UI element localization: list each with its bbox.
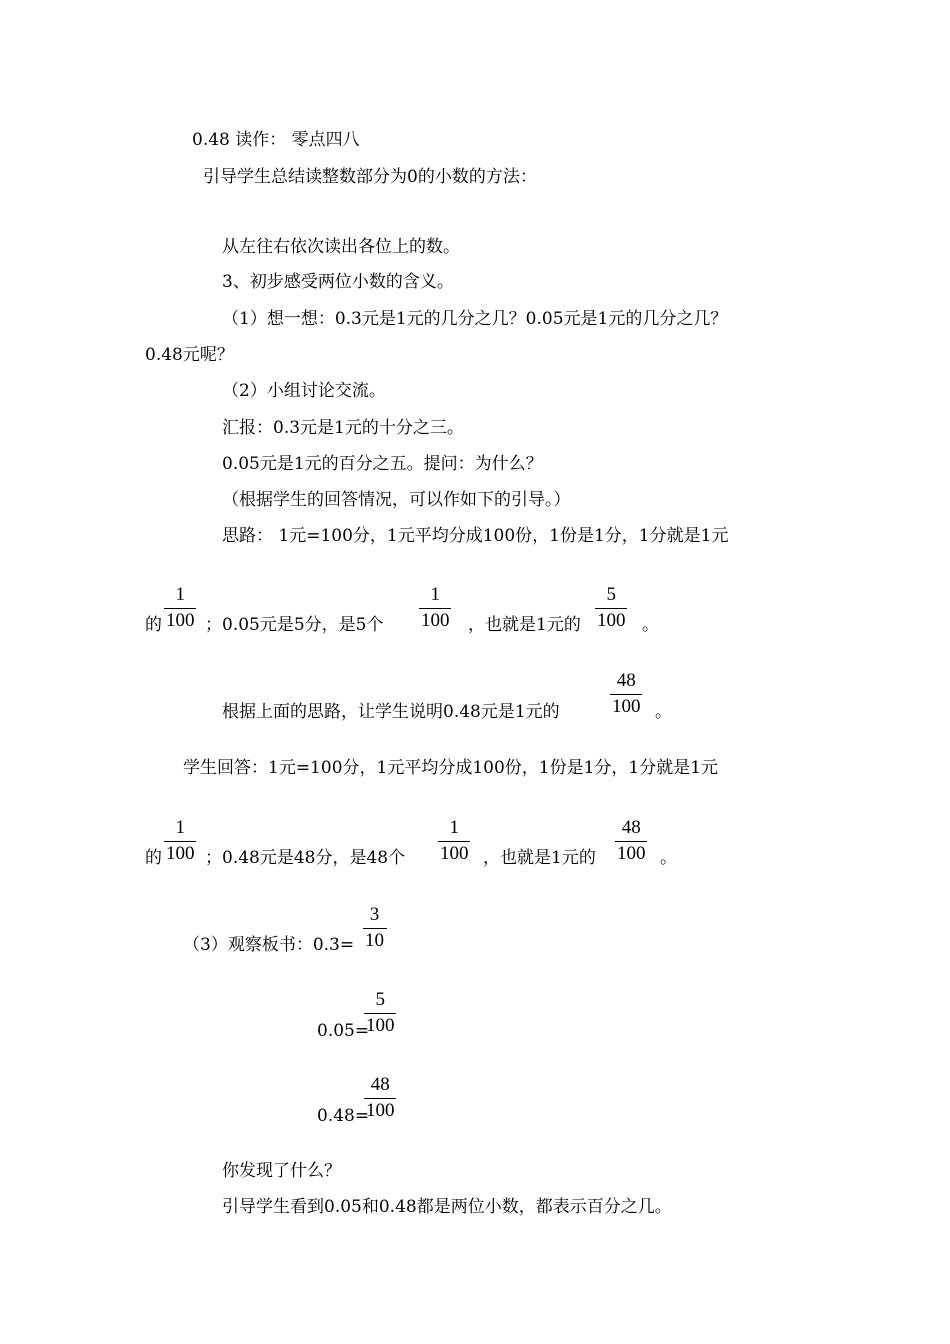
fraction-numerator: 1	[175, 584, 185, 605]
fraction-denominator: 100	[166, 610, 195, 631]
question-2: （2）小组讨论交流。	[222, 381, 386, 401]
fraction-bar	[419, 608, 451, 609]
report-line: 汇报：0.3元是1元的十分之三。	[222, 418, 464, 438]
fraction-bar	[364, 1013, 396, 1014]
fraction	[363, 990, 398, 1036]
fraction-numerator: 48	[616, 670, 636, 691]
fraction-numerator: 48	[621, 817, 641, 838]
board-line: 0.48=	[317, 1106, 370, 1126]
method-answer: 从左往右依次读出各位上的数。	[222, 237, 460, 257]
fraction-denominator: 100	[597, 610, 626, 631]
guidance-note: （根据学生的回答情况，可以作如下的引导。）	[222, 490, 571, 510]
fraction-denominator: 10	[365, 930, 384, 951]
fraction-numerator: 5	[606, 584, 616, 605]
fraction-numerator: 5	[375, 989, 385, 1010]
text-segment: 的	[145, 848, 162, 868]
student-answer: 学生回答：1元=100分，1元平均分成100份，1份是1分，1分就是1元	[183, 758, 719, 778]
question-1-cont: 0.48元呢？	[145, 345, 234, 365]
fraction	[163, 585, 198, 631]
fraction-denominator: 100	[166, 843, 195, 864]
fraction	[362, 905, 387, 951]
text-segment: ；0.05元是5分，是5个	[205, 615, 384, 635]
fraction	[437, 818, 472, 864]
fraction-denominator: 100	[617, 843, 646, 864]
fraction	[609, 671, 644, 717]
fraction	[163, 818, 198, 864]
text-segment: ，也就是1元的	[468, 615, 581, 635]
fraction	[594, 585, 629, 631]
fraction-bar	[615, 841, 647, 842]
board-line: 0.05=	[317, 1021, 370, 1041]
fraction-numerator: 48	[370, 1074, 390, 1095]
conclusion-line: 引导学生看到0.05和0.48都是两位小数，都表示百分之几。	[222, 1197, 672, 1217]
question-1: （1）想一想：0.3元是1元的几分之几？0.05元是1元的几分之几？	[222, 309, 728, 329]
fraction-denominator: 100	[366, 1015, 395, 1036]
text-segment: 的	[145, 615, 162, 635]
fraction	[418, 585, 453, 631]
question-why: 0.05元是1元的百分之五。提问：为什么？	[222, 454, 543, 474]
discovery-question: 你发现了什么？	[222, 1161, 341, 1181]
reading-example: 0.48 读作： 零点四八	[192, 130, 360, 150]
fraction-denominator: 100	[440, 843, 469, 864]
text-segment: 。	[660, 848, 677, 868]
fraction	[614, 818, 649, 864]
method-prompt: 引导学生总结读整数部分为0的小数的方法：	[203, 167, 537, 187]
fraction-bar	[164, 608, 196, 609]
fraction	[363, 1075, 398, 1121]
text-segment: 。	[642, 615, 659, 635]
fraction-bar	[164, 841, 196, 842]
fraction-bar	[595, 608, 627, 609]
section-heading: 3、初步感受两位小数的含义。	[222, 272, 454, 292]
text-segment: 。	[655, 702, 672, 722]
board-label: （3）观察板书：0.3=	[183, 935, 355, 955]
fraction-numerator: 3	[369, 904, 380, 925]
reasoning-line: 思路： 1元=100分，1元平均分成100份，1份是1分，1分就是1元	[222, 526, 729, 546]
fraction-numerator: 1	[449, 817, 459, 838]
text-segment: ，也就是1元的	[483, 848, 596, 868]
fraction-bar	[438, 841, 470, 842]
text-segment: ；0.48元是48分，是48个	[205, 848, 406, 868]
text-segment: 根据上面的思路，让学生说明0.48元是1元的	[222, 702, 560, 722]
fraction-bar	[363, 928, 387, 929]
fraction-denominator: 100	[421, 610, 450, 631]
fraction-bar	[610, 694, 642, 695]
fraction-numerator: 1	[430, 584, 440, 605]
fraction-denominator: 100	[366, 1100, 395, 1121]
fraction-numerator: 1	[175, 817, 185, 838]
fraction-denominator: 100	[612, 696, 641, 717]
fraction-bar	[364, 1098, 396, 1099]
